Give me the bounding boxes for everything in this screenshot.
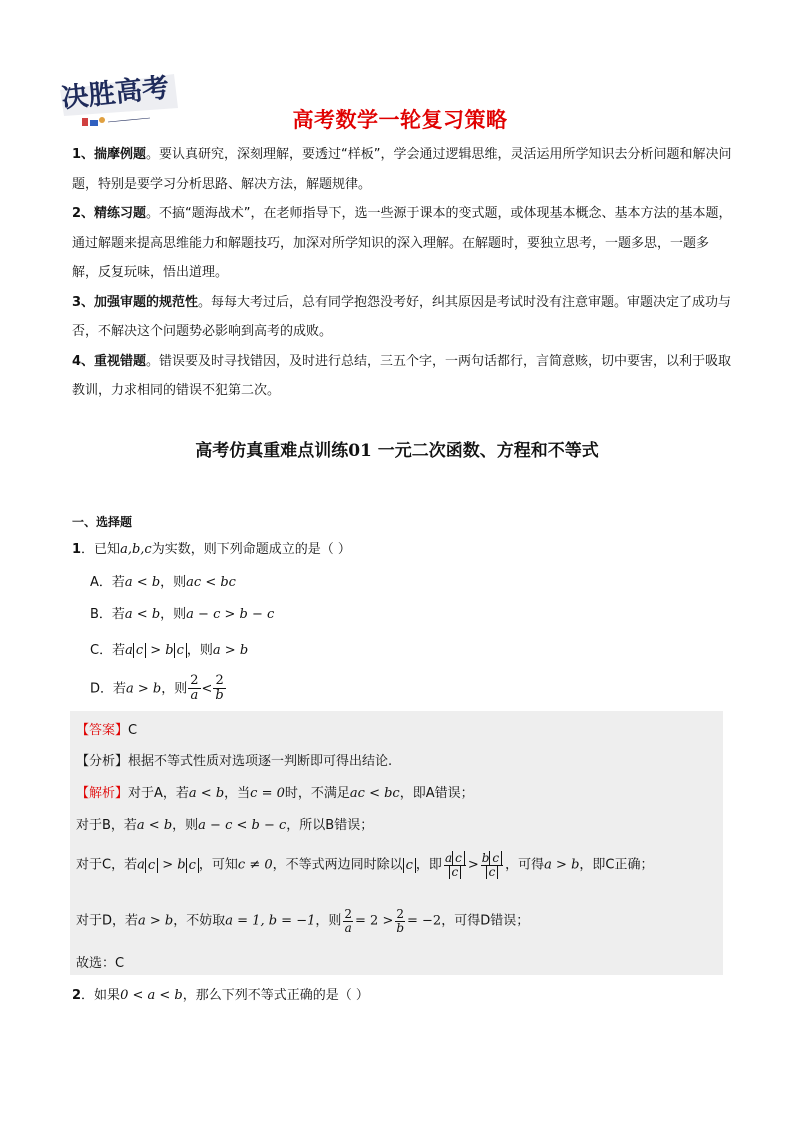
strategy-text: 。错误要及时寻找错因，及时进行总结，三五个字，一两句话都行，言简意赅，切中要害，以利于吸取教训，力求相同的错误不犯第二次。 [72, 353, 732, 398]
strategy-label: 3、加强审题的规范性 [72, 294, 199, 310]
solution-text: ，可得D错误； [441, 913, 530, 929]
math: a > b [126, 681, 162, 697]
answer-tag: 【答案】 [76, 723, 129, 738]
math: c ≠ 0 [237, 857, 273, 873]
question-2-stem [72, 984, 369, 1003]
option-text: ，则 [161, 681, 188, 697]
solution-text: ，即 [415, 857, 442, 873]
strategy-item-1 [72, 140, 732, 199]
strategy-text: 。要认真研究，深刻理解，要透过“样板”，学会通过逻辑思维，灵活运用所学知识去分析问题和解决问题，特别是要学习分析思路、解决方法，解题规律。 [72, 147, 732, 192]
solution-text: 对于B，若 [76, 818, 137, 833]
option-label: B．若 [90, 607, 125, 622]
math: a < b [188, 786, 225, 801]
solution-text: 对于D，若 [76, 913, 139, 929]
solution-text: ，则 [315, 913, 342, 929]
math: ac < bc [186, 575, 236, 590]
strategy-text: 。不搞“题海战术”，在老师指导下，选一些源于课本的变式题，或体现基本概念、基本方法的基本题，通过解题来提高思维能力和解题技巧，加深对所学知识的深入理解。在解题时，要独立思考，一题多思，一题多解，反复玩味，悟出道理。 [72, 206, 732, 280]
section-heading: 一、选择题 [72, 515, 133, 529]
strategy-label: 2、精练习题 [72, 206, 147, 221]
answer-value: C [128, 723, 138, 738]
math-vars: a,b,c [120, 542, 152, 557]
solution-line-5: 故选：C [76, 956, 125, 971]
solution-text: 对于C，若 [76, 857, 138, 873]
stem-text: ．已知 [81, 542, 121, 557]
math: a c > b c [137, 858, 199, 873]
math: c [403, 858, 416, 873]
solution-text: ，所以B错误； [286, 818, 374, 833]
page-title: 高考数学一轮复习策略 [292, 108, 508, 132]
strategy-text: 。每每大考过后，总有同学抱怨没考好，纠其原因是考试时没有注意审题。审题决定了成功与否，不解决这个问题势必影响到高考的成败。 [72, 294, 732, 339]
solution-line-2 [76, 814, 373, 833]
math: a < b [124, 607, 161, 622]
fraction: $\frac{\text{a c}}{c}$ [444, 852, 466, 878]
math: c = 0 [250, 786, 285, 801]
solution-text: ，即A错误； [399, 786, 474, 801]
analysis-text: 根据不等式性质对选项逐一判断即可得出结论. [128, 754, 393, 769]
fraction: $\frac{2}{b}$ [215, 673, 224, 704]
fraction: $\frac{2}{a}$ [344, 907, 353, 935]
answer-line [76, 719, 137, 738]
option-a [90, 571, 236, 590]
solution-text: ，则 [172, 818, 199, 833]
option-label: C．若 [90, 643, 126, 658]
math: 0 < a < b [120, 988, 183, 1003]
math: a > b [212, 643, 249, 658]
solution-line-1 [76, 782, 474, 801]
solution-line-3: 对于C，若a c > b c ，可知c ≠ 0，不等式两边同时除以 c ，即 $\frac{\text{a c}}{c}$ > $\frac{\text{b c}}{c}$ ，可得a > b，即C正确； [76, 851, 654, 879]
math: a = 1, b = −1 [225, 913, 316, 929]
section-title: 高考仿真重难点训练01 一元二次函数、方程和不等式 [195, 441, 599, 461]
math: a > b [138, 913, 174, 929]
solution-text: ，当 [224, 786, 251, 801]
math: a < b [124, 575, 161, 590]
option-text: ，则 [186, 643, 213, 658]
stem-text: 为实数，则下列命题成立的是（ ） [151, 542, 351, 557]
strategy-item-2 [72, 199, 732, 288]
stem-text: ，那么下列不等式正确的是（ ） [182, 988, 369, 1003]
solution-text: 时，不满足 [284, 786, 350, 801]
fraction: $\frac{2}{b}$ [396, 907, 404, 935]
option-label: A．若 [90, 575, 125, 590]
option-text: ，则 [160, 575, 187, 590]
analysis-tag: 【分析】 [76, 754, 129, 769]
fraction: $\frac{2}{a}$ [190, 673, 199, 704]
math: a − c > b − c [186, 607, 275, 622]
question-number: 1 [72, 542, 82, 557]
math: a < b [136, 818, 173, 833]
math: a > b [544, 857, 580, 873]
solution-line-4: 对于D，若a > b，不妨取a = 1, b = −1，则 $\frac{2}{a}$ = 2 > $\frac{2}{b}$ = −2，可得D错误； [76, 907, 530, 935]
option-text: ，则 [160, 607, 187, 622]
option-d: D．若a > b，则 $\frac{2}{a}$ < $\frac{2}{b}$ [90, 673, 224, 704]
option-label: D．若 [90, 681, 127, 697]
math: a − c < b − c [198, 818, 287, 833]
question-1-stem [72, 538, 351, 557]
strategy-label: 1、揣摩例题 [72, 147, 147, 162]
fraction: $\frac{\text{b c}}{c}$ [481, 852, 503, 878]
solution-text: ，即C正确； [579, 857, 654, 873]
analysis-line [76, 750, 392, 769]
option-b [90, 603, 274, 622]
solution-text: ，可知 [198, 857, 238, 873]
logo-text: 决胜高考 [59, 72, 171, 115]
solution-text: 对于A，若 [128, 786, 189, 801]
solution-text: ，可得 [505, 857, 545, 873]
strategy-item-3 [72, 288, 732, 347]
strategy-list [72, 140, 732, 406]
solution-text: ，不等式两边同时除以 [272, 857, 403, 873]
strategy-item-4 [72, 347, 732, 406]
strategy-label: 4、重视错题 [72, 353, 147, 369]
math: a c > b c [125, 643, 187, 658]
option-c [90, 639, 248, 658]
solution-text: ，不妨取 [173, 913, 226, 929]
stem-text: ．如果 [81, 988, 121, 1003]
solution-tag: 【解析】 [76, 786, 129, 801]
question-number: 2 [72, 988, 82, 1003]
math: ac < bc [349, 786, 400, 801]
